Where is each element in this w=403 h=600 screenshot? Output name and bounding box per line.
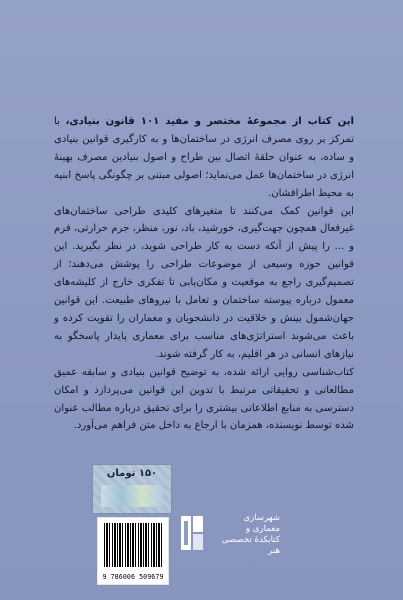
publisher-line-3: کتابکدهٔ تخصصی هنر (221, 535, 280, 556)
price-sticker (92, 464, 172, 514)
publisher-block (180, 511, 280, 555)
hologram-sticker (101, 485, 163, 507)
isbn-number: 9 786006 509679 (102, 573, 164, 581)
description-paragraph-1 (54, 113, 354, 203)
description-paragraph-2: این قوانین کمک می‌کنند تا متغیرهای کلیدی طراحی ساختمان‌های غیرفعال همچون جهت‌گیری، خورشید، باد، نور، منظر، جرم حرارتی، فرم و ... را پیش از آنکه دست به کار طراحی شوید، در نظر بگیرید. این قوانین حوزه وسیعی از موضوعات طراحی را پوشش می‌دهند؛ از تصمیم‌گیری راجع به موقعیت و مکان‌یابی تا تفکری خارج از کلیشه‌های معمول درباره پیوسته ساختمان و تعامل با نیروهای طبیعت. این قوانین جهان‌شمول بینش و خلاقیت در دانشجویان و معماران را تقویت کرده و باعث می‌شوند استراتژی‌های مناسب برای معماری پایدار پاسخگو به نیازهای انسانی در هر اقلیم، به کار گرفته شوند. (54, 205, 354, 360)
isbn-barcode (97, 517, 169, 585)
book-description (54, 113, 354, 435)
barcode-bars (104, 523, 162, 567)
publisher-logo-icon (180, 515, 204, 551)
publisher-name (208, 513, 280, 557)
price-label: ۱۵۰ تومان (106, 468, 158, 479)
publisher-line-2: معماری و (245, 524, 280, 534)
series-title: این کتاب از مجموعهٔ مختصر و مفید ۱۰۱ قانون بنیادی، (65, 116, 354, 127)
description-paragraph-3: کتاب‌شناسی روایی ارائه شده، به توضیح قوانین بنیادی و سابقه عمیق مطالعاتی و تحقیقاتی مرتبط با تدوین این قوانین می‌پردازد و امکان دسترسی به منابع اطلاعاتی بیشتری را برای تحقیق درباره مطالب عنوان شده توسط نویسنده، همزمان با ارجاع به داخل متن فراهم می‌آورد. (54, 366, 354, 432)
publisher-line-1: شهرسازی (243, 513, 280, 523)
description-p1-rest: با تمرکز بر روی مصرف انرژی در ساختمان‌ها و به کارگیری قوانین بنیادی و ساده، به عنوان حلقهٔ اتصال بین طراح و اصول بنیادین مصرف بهینهٔ انرژی در ساختمان‌ها عمل می‌نماید؛ اصولی مبتنی بر چگونگی پاسخ ابنیه به محیط اطرافشان. (54, 116, 354, 199)
